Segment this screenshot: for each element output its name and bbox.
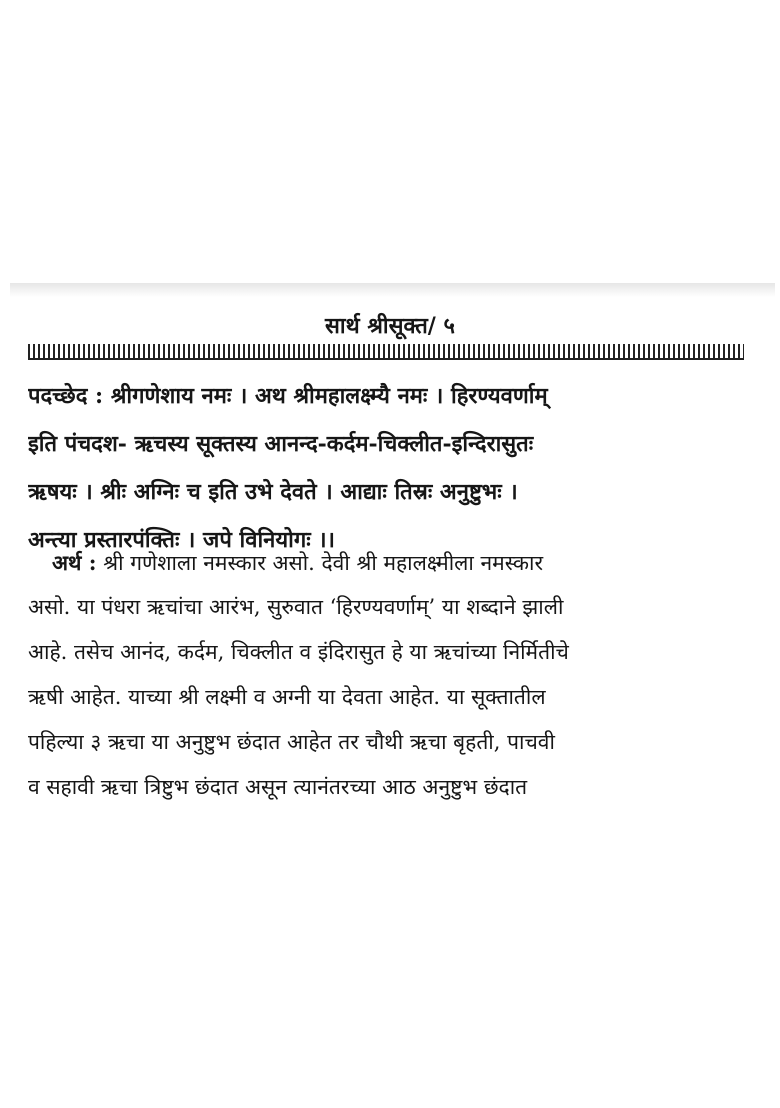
artha-line-4: ऋषी आहेत. याच्या श्री लक्ष्मी व अग्नी या देवता आहेत. या सूक्तातील (28, 685, 546, 709)
artha-line-5: पहिल्या ३ ऋचा या अनुष्टुभ छंदात आहेत तर चौथी ऋचा बृहती, पाचवी (28, 730, 555, 754)
padachheda-section (28, 372, 750, 564)
decorative-border (28, 344, 744, 360)
page-title: सार्थ श्रीसूक्त/ ५ (325, 313, 455, 339)
artha-section (28, 540, 750, 810)
padachheda-line-2: इति पंचदश- ऋचस्य सूक्तस्य आनन्द-कर्दम-चिक्लीत-इन्दिरासुतः (28, 431, 534, 457)
padachheda-line-1: पदच्छेद : श्रीगणेशाय नमः । अथ श्रीमहालक्ष्म्यै नमः । हिरण्यवर्णाम् (28, 383, 548, 409)
page-top-edge (10, 283, 775, 297)
padachheda-line-4: अन्त्या प्रस्तारपंक्तिः । जपे विनियोगः ।। (28, 527, 335, 553)
padachheda-label: पदच्छेद : (28, 383, 104, 409)
artha-line-3: आहे. तसेच आनंद, कर्दम, चिक्लीत व इंदिरासुत हे या ऋचांच्या निर्मितीचे (28, 640, 569, 664)
artha-line-6: व सहावी ऋचा त्रिष्टुभ छंदात असून त्यानंतरच्या आठ अनुष्टुभ छंदात (28, 775, 528, 799)
artha-line-1: अर्थ : श्री गणेशाला नमस्कार असो. देवी श्री महालक्ष्मीला नमस्कार (52, 550, 544, 575)
padachheda-line-3: ऋषयः । श्रीः अग्निः च इति उभे देवते । आद्याः तिस्रः अनुष्टुभः । (28, 479, 518, 505)
artha-line-2: असो. या पंधरा ऋचांचा आरंभ, सुरुवात ‘हिरण्यवर्णाम्’ या शब्दाने झाली (28, 595, 564, 619)
page-header (0, 308, 780, 344)
artha-label: अर्थ : (52, 550, 97, 575)
